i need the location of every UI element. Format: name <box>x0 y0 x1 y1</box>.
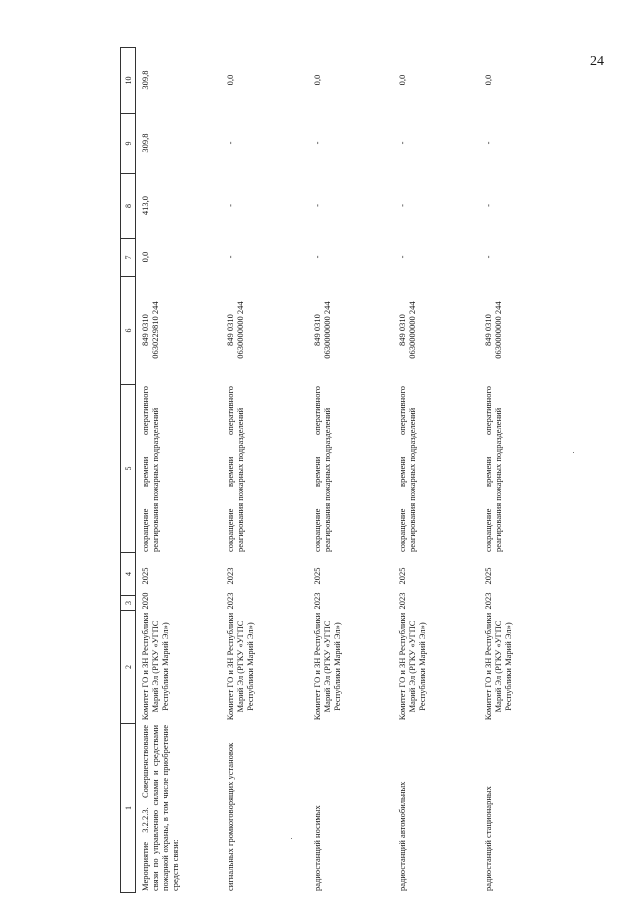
start-year: 2023 <box>397 592 407 610</box>
column-header-7: 7 <box>120 238 136 276</box>
budget-code: 849 0310 0630000000 244 <box>397 301 417 359</box>
value-col-9: - <box>225 141 235 145</box>
measure-name: сигнальных громкоговорящих установок <box>225 742 235 891</box>
budget-code: 849 0310 0630229810 244 <box>140 301 160 359</box>
value-col-9: 309,8 <box>140 133 150 153</box>
end-year: 2023 <box>225 567 235 585</box>
value-col-9: - <box>312 141 322 145</box>
end-year: 2025 <box>312 567 322 585</box>
value-col-9: - <box>397 141 407 145</box>
measure-name: радиостанций стационарных <box>483 786 493 891</box>
budget-table <box>120 47 522 893</box>
value-col-10: 0,0 <box>312 74 322 86</box>
measure-name: Мероприятие 3.2.2.3. Совершенствование связи по управлению силами и средствами пожарной охраны, в том числе приобретение средств связи: <box>140 725 180 891</box>
end-year: 2025 <box>483 567 493 585</box>
value-col-7: - <box>225 255 235 259</box>
expected-result: сокращение времени оперативного реагирования пожарных подразделений <box>225 386 245 552</box>
scan-speck <box>573 452 574 453</box>
value-col-8: 413,0 <box>140 195 150 216</box>
value-col-10: 0,0 <box>483 74 493 86</box>
measure-name: радиостанций носимых <box>312 805 322 891</box>
column-header-1: 1 <box>120 723 136 893</box>
budget-code: 849 0310 0630000000 244 <box>483 301 503 359</box>
budget-code: 849 0310 0630000000 244 <box>225 301 245 359</box>
column-header-3: 3 <box>120 595 136 610</box>
start-year: 2023 <box>225 592 235 610</box>
expected-result: сокращение времени оперативного реагирования пожарных подразделений <box>140 386 160 552</box>
column-header-6: 6 <box>120 276 136 384</box>
value-col-7: - <box>483 255 493 259</box>
start-year: 2020 <box>140 592 150 610</box>
value-col-9: - <box>483 141 493 145</box>
executor: Комитет ГО и ЗН Республики Марий Эл (РГКУ «УГПС Республики Марий Эл») <box>397 612 427 721</box>
budget-code: 849 0310 0630000000 244 <box>312 301 332 359</box>
value-col-10: 309,8 <box>140 70 150 90</box>
column-header-9: 9 <box>120 113 136 173</box>
value-col-7: - <box>397 255 407 259</box>
column-header-10: 10 <box>120 47 136 113</box>
value-col-10: 0,0 <box>225 74 235 86</box>
value-col-8: - <box>225 204 235 207</box>
expected-result: сокращение времени оперативного реагирования пожарных подразделений <box>312 386 332 552</box>
executor: Комитет ГО и ЗН Республики Марий Эл (РГКУ «УГПС Республики Марий Эл») <box>312 612 342 721</box>
executor: Комитет ГО и ЗН Республики Марий Эл (РГКУ «УГПС Республики Марий Эл») <box>140 612 170 721</box>
measure-name: радиостанций автомобильных <box>397 781 407 891</box>
end-year: 2025 <box>140 567 150 585</box>
value-col-8: - <box>483 204 493 207</box>
value-col-7: - <box>312 255 322 259</box>
start-year: 2023 <box>483 592 493 610</box>
executor: Комитет ГО и ЗН Республики Марий Эл (РГКУ «УГПС Республики Марий Эл») <box>483 612 513 721</box>
value-col-7: 0,0 <box>140 251 150 263</box>
page-number: 24 <box>590 54 604 69</box>
value-col-8: - <box>397 204 407 207</box>
value-col-10: 0,0 <box>397 74 407 86</box>
expected-result: сокращение времени оперативного реагирования пожарных подразделений <box>483 386 503 552</box>
column-header-5: 5 <box>120 384 136 552</box>
column-header-2: 2 <box>120 610 136 723</box>
value-col-8: - <box>312 204 322 207</box>
executor: Комитет ГО и ЗН Республики Марий Эл (РГКУ «УГПС Республики Марий Эл») <box>225 612 255 721</box>
scan-speck <box>291 838 292 839</box>
expected-result: сокращение времени оперативного реагирования пожарных подразделений <box>397 386 417 552</box>
start-year: 2023 <box>312 592 322 610</box>
column-header-8: 8 <box>120 173 136 238</box>
end-year: 2025 <box>397 567 407 585</box>
column-header-4: 4 <box>120 552 136 595</box>
